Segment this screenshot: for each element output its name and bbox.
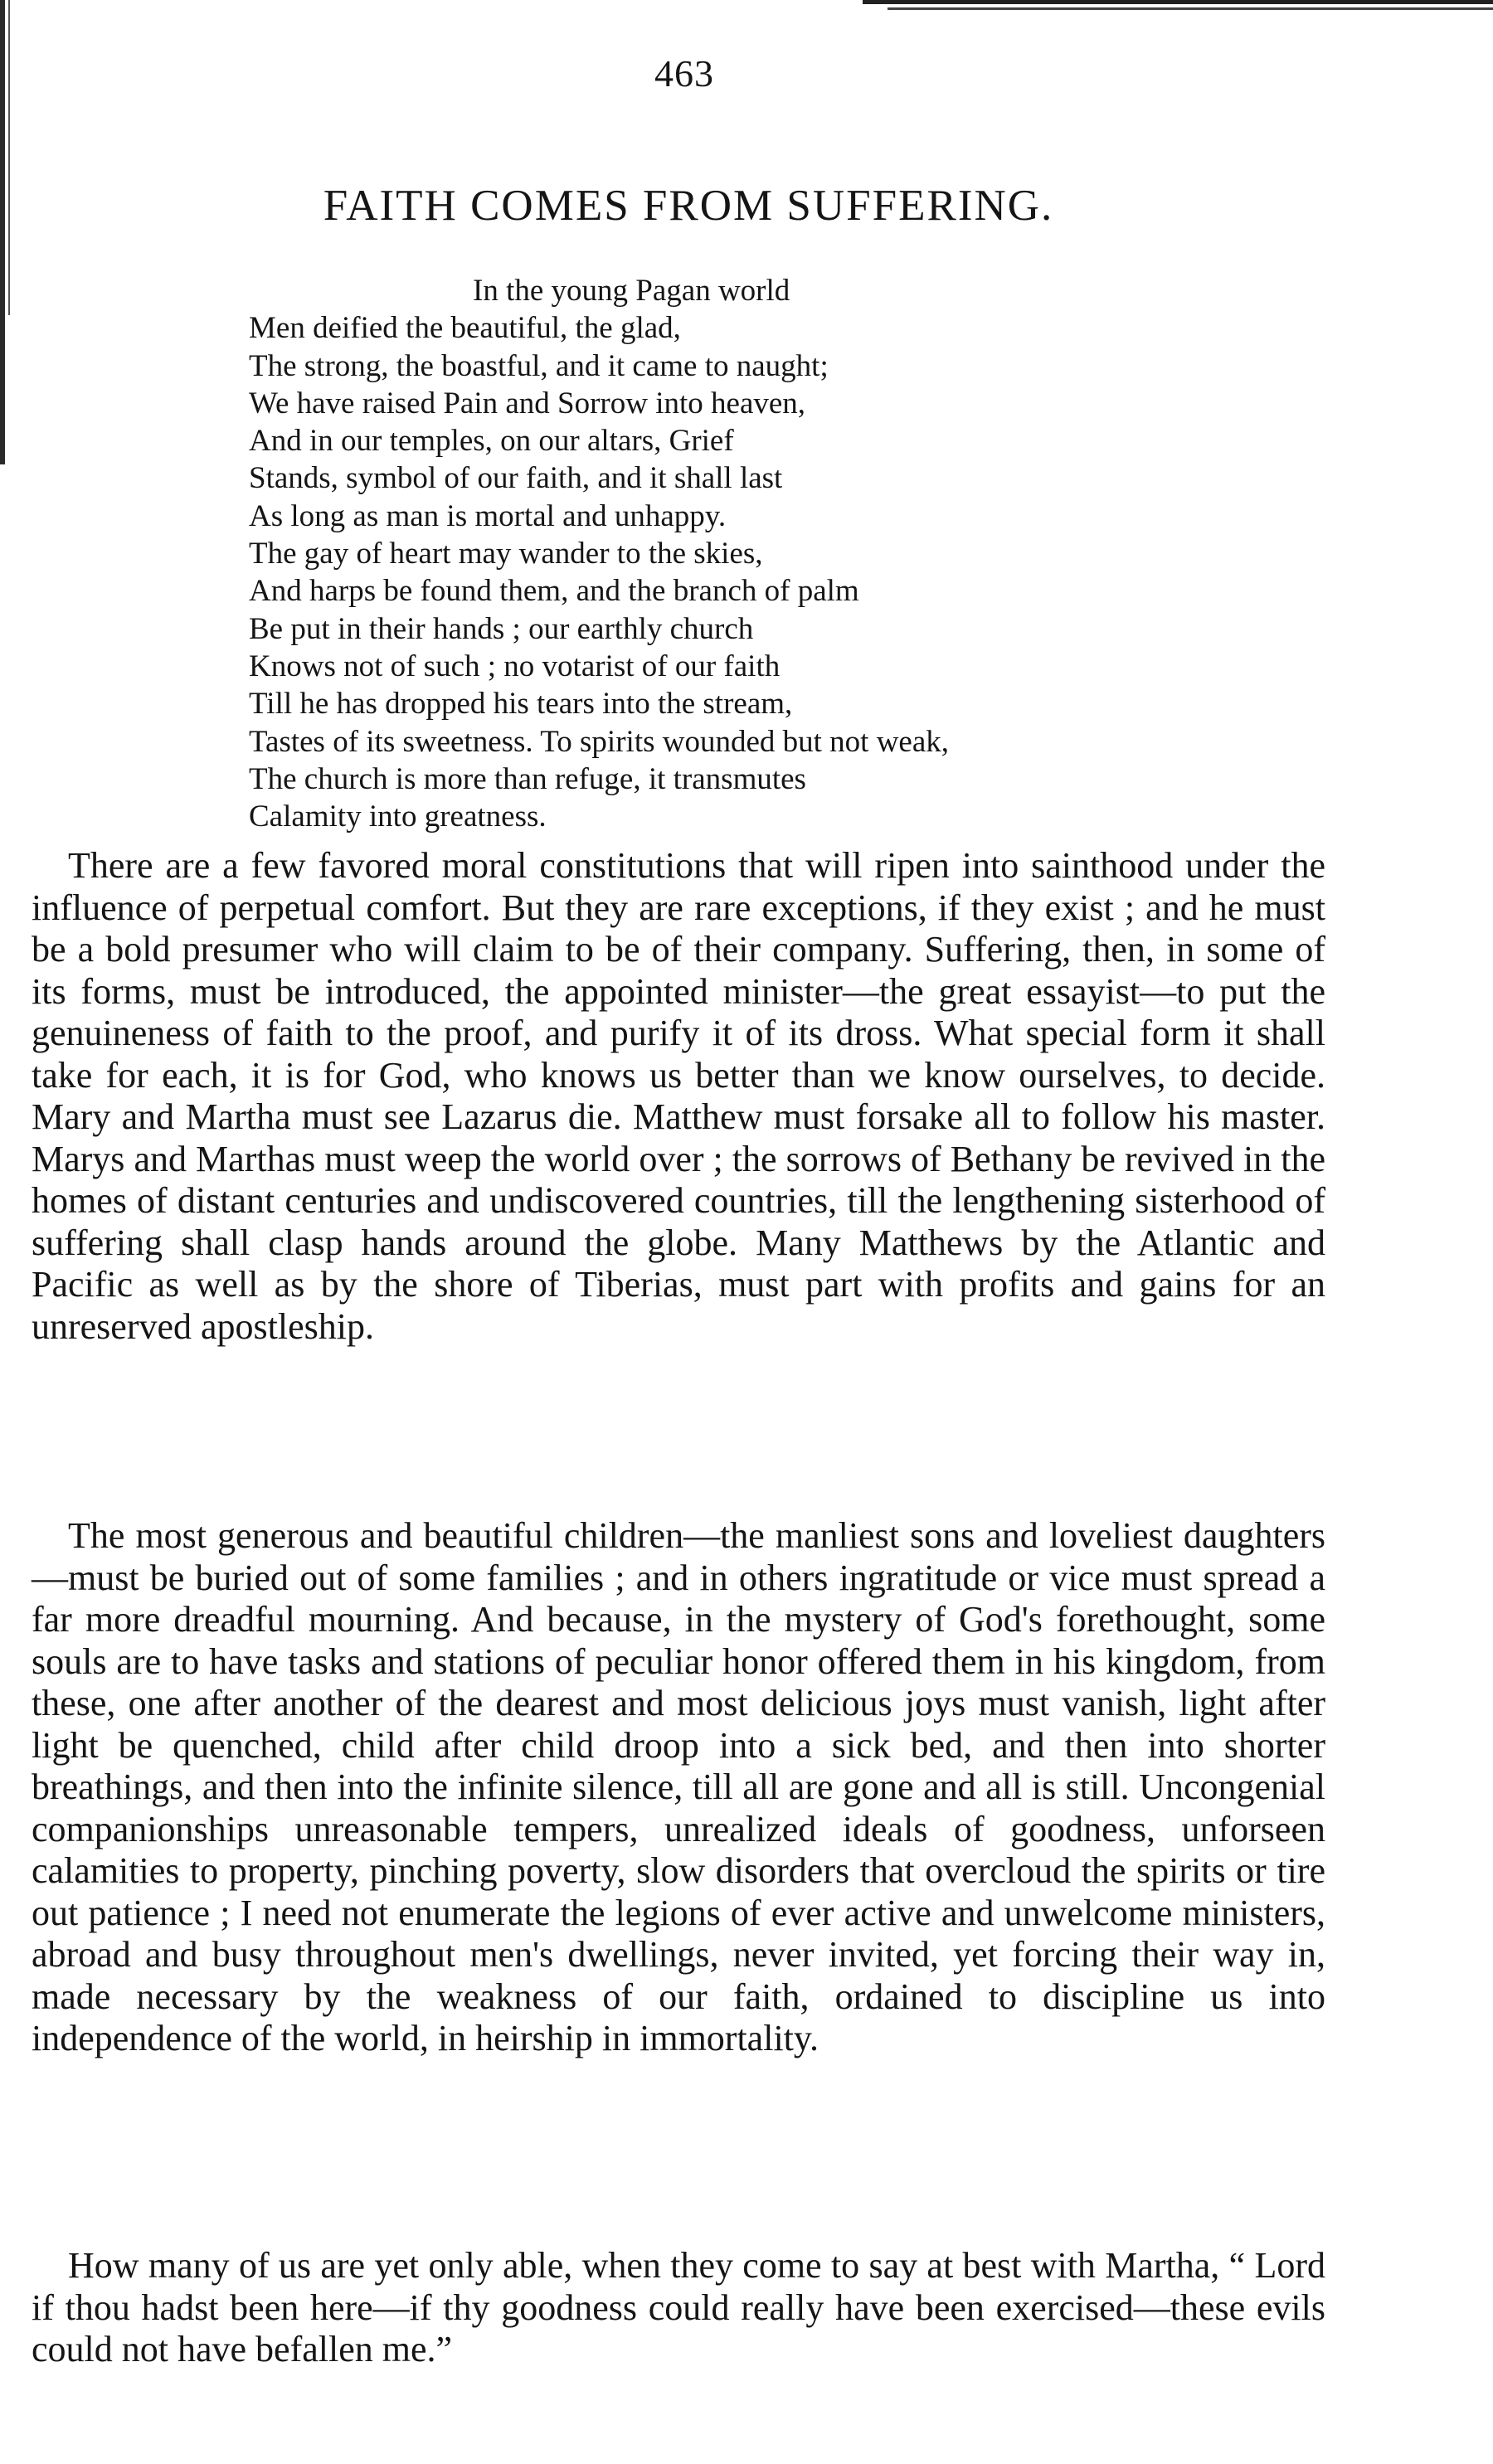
page-number: 463 bbox=[654, 52, 714, 95]
body-paragraph: How many of us are yet only able, when they come to say at best with Martha, “ Lord if thou hadst been here—if thy goodness could really have been exercised—these evils could not have befallen me.” bbox=[32, 2245, 1325, 2369]
poem-line: The church is more than refuge, it transmutes bbox=[249, 761, 806, 796]
poem-line: And harps be found them, and the branch of palm bbox=[249, 574, 859, 609]
poem-line: Be put in their hands ; our earthly church bbox=[249, 611, 754, 646]
poem-line: Men deified the beautiful, the glad, bbox=[249, 311, 681, 346]
poem-line: Knows not of such ; no votarist of our faith bbox=[249, 649, 781, 683]
poem-line: The gay of heart may wander to the skies, bbox=[249, 537, 763, 571]
article-title: FAITH COMES FROM SUFFERING. bbox=[323, 182, 1054, 230]
scan-edge-top bbox=[863, 0, 1493, 4]
body-paragraph: The most generous and beautiful children—the manliest sons and loveliest daughters—must be buried out of some families ; and in others ingratitude or vice must spread a far more dreadful mourning. And because, in the mystery of God's forethought, some souls are to have tasks and stations of peculiar honor offered them in his kingdom, from these, one after another of the dearest and most delicious joys must vanish, light after light be quenched, child after child droop into a sick bed, and then into shorter breathings, and then into the infinite silence, till all are gone and all is still. Uncongenial companionships unreasonable tempers, unrealized ideals of goodness, unforseen calamities to property, pinching poverty, slow disorders that overcloud the spirits or tire out patience ; I need not enumerate the legions of ever active and unwelcome ministers, abroad and busy throughout men's dwellings, never invited, yet forcing their way in, made necessary by the weakness of our faith, ordained to discipline us into independence of the world, in heirship in immortality. bbox=[32, 1515, 1325, 2058]
poem-line: Stands, symbol of our faith, and it shall last bbox=[249, 461, 783, 496]
scan-edge-left-line bbox=[8, 0, 10, 315]
poem-line: In the young Pagan world bbox=[473, 274, 790, 308]
poem-line: As long as man is mortal and unhappy. bbox=[249, 498, 727, 533]
poem-line: Tastes of its sweetness. To spirits wounded but not weak, bbox=[249, 724, 950, 759]
poem-line: Till he has dropped his tears into the stream, bbox=[249, 687, 793, 722]
poem-line: And in our temples, on our altars, Grief bbox=[249, 424, 734, 459]
scan-edge-top-line bbox=[888, 7, 1493, 10]
poem-line: We have raised Pain and Sorrow into heaven, bbox=[249, 386, 806, 420]
poem-line: Calamity into greatness. bbox=[249, 799, 547, 834]
body-paragraph: There are a few favored moral constitutions that will ripen into sainthood under the influence of perpetual comfort. But they are rare exceptions, if they exist ; and he must be a bold presumer who will claim to be of their company. Suffering, then, in some of its forms, must be introduced, the appointed minister—the great essayist—to put the genuineness of faith to the proof, and purify it of its dross. What special form it shall take for each, it is for God, who knows us better than we know ourselves, to decide. Mary and Martha must see Lazarus die. Matthew must forsake all to follow his master. Marys and Marthas must weep the world over ; the sorrows of Bethany be revived in the homes of distant centuries and undiscovered countries, till the lengthening sisterhood of suffering shall clasp hands around the globe. Many Matthews by the Atlantic and Pacific as well as by the shore of Tiberias, must part with profits and gains for an unreserved apostleship. bbox=[32, 845, 1325, 1347]
poem-line: The strong, the boastful, and it came to naught; bbox=[249, 348, 829, 383]
poem bbox=[249, 272, 1327, 835]
